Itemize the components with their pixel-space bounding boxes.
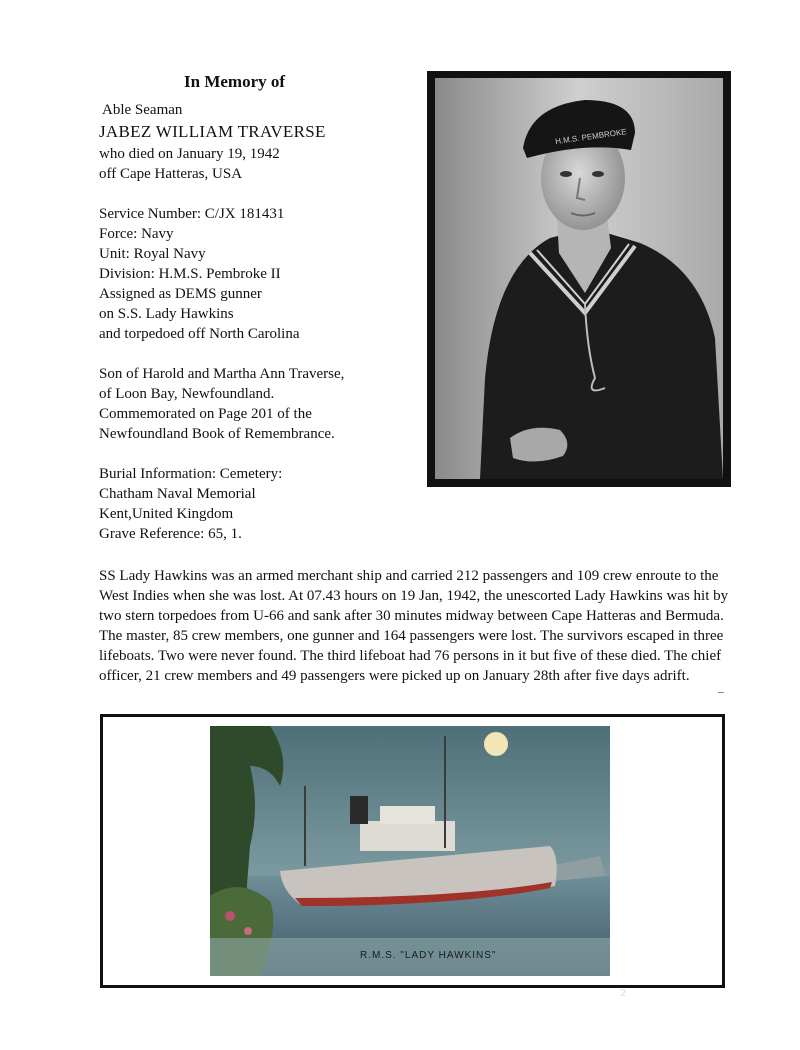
flower <box>225 911 235 921</box>
seaman-name: JABEZ WILLIAM TRAVERSE <box>99 122 326 141</box>
burial-country: Kent,United Kingdom <box>99 506 234 522</box>
commemoration-line-1: Commemorated on Page 201 of the <box>99 406 312 422</box>
page-mark: 2 <box>620 988 627 999</box>
burial-cemetery: Chatham Naval Memorial <box>99 486 256 502</box>
assignment-line-2: on S.S. Lady Hawkins <box>99 306 234 322</box>
ship-image-frame <box>100 714 725 988</box>
family-line-2: of Loon Bay, Newfoundland. <box>99 386 275 402</box>
memorial-heading: In Memory of <box>184 72 286 91</box>
death-date-line: who died on January 19, 1942 <box>99 146 280 162</box>
cap-band-text: H.M.S. PEMBROKE <box>554 127 628 147</box>
bridge-deck <box>380 806 435 824</box>
service-number: Service Number: C/JX 181431 <box>99 206 285 222</box>
left-eye <box>560 171 572 177</box>
rank-line: Able Seaman <box>102 102 183 118</box>
burial-line-1: Burial Information: Cemetery: <box>99 466 283 482</box>
family-line-1: Son of Harold and Martha Ann Traverse, <box>99 366 345 382</box>
assignment-line-1: Assigned as DEMS gunner <box>99 286 262 302</box>
commemoration-line-2: Newfoundland Book of Remembrance. <box>99 426 335 442</box>
grave-reference: Grave Reference: 65, 1. <box>99 526 242 542</box>
right-eye <box>592 171 604 177</box>
death-location-line: off Cape Hatteras, USA <box>99 166 243 182</box>
flower <box>244 927 252 935</box>
ship-history-paragraph: SS Lady Hawkins was an armed merchant ship and carried 212 passengers and 109 crew enroute to the West Indies when she was lost. At 07.43 hours on 19 Jan, 1942, the unescorted Lady Hawkins was hit by two stern torpedoes from U-66 and sank after 30 minutes midway between Cape Hatteras and Bermuda. The master, 85 crew members, one gunner and 164 passengers were lost. The survivors escaped in three lifeboats. Two were never found. The third lifeboat had 76 persons in it but five of these died. The chief officer, 21 crew members and 49 passengers were picked up on January 28th after five days adrift. <box>99 568 729 684</box>
service-force: Force: Navy <box>99 226 174 242</box>
moon <box>484 732 508 756</box>
ship-caption: R.M.S. "LADY HAWKINS" <box>360 950 497 961</box>
service-unit: Unit: Royal Navy <box>99 246 206 262</box>
service-division: Division: H.M.S. Pembroke II <box>99 266 281 282</box>
stray-mark <box>718 692 724 693</box>
superstructure <box>360 821 455 851</box>
sailor-hands <box>510 428 567 462</box>
lady-hawkins-painting <box>210 726 610 976</box>
sailor-portrait <box>435 78 723 479</box>
assignment-line-3: and torpedoed off North Carolina <box>99 326 300 342</box>
portrait-photo-frame <box>427 71 731 487</box>
funnel <box>350 796 368 824</box>
